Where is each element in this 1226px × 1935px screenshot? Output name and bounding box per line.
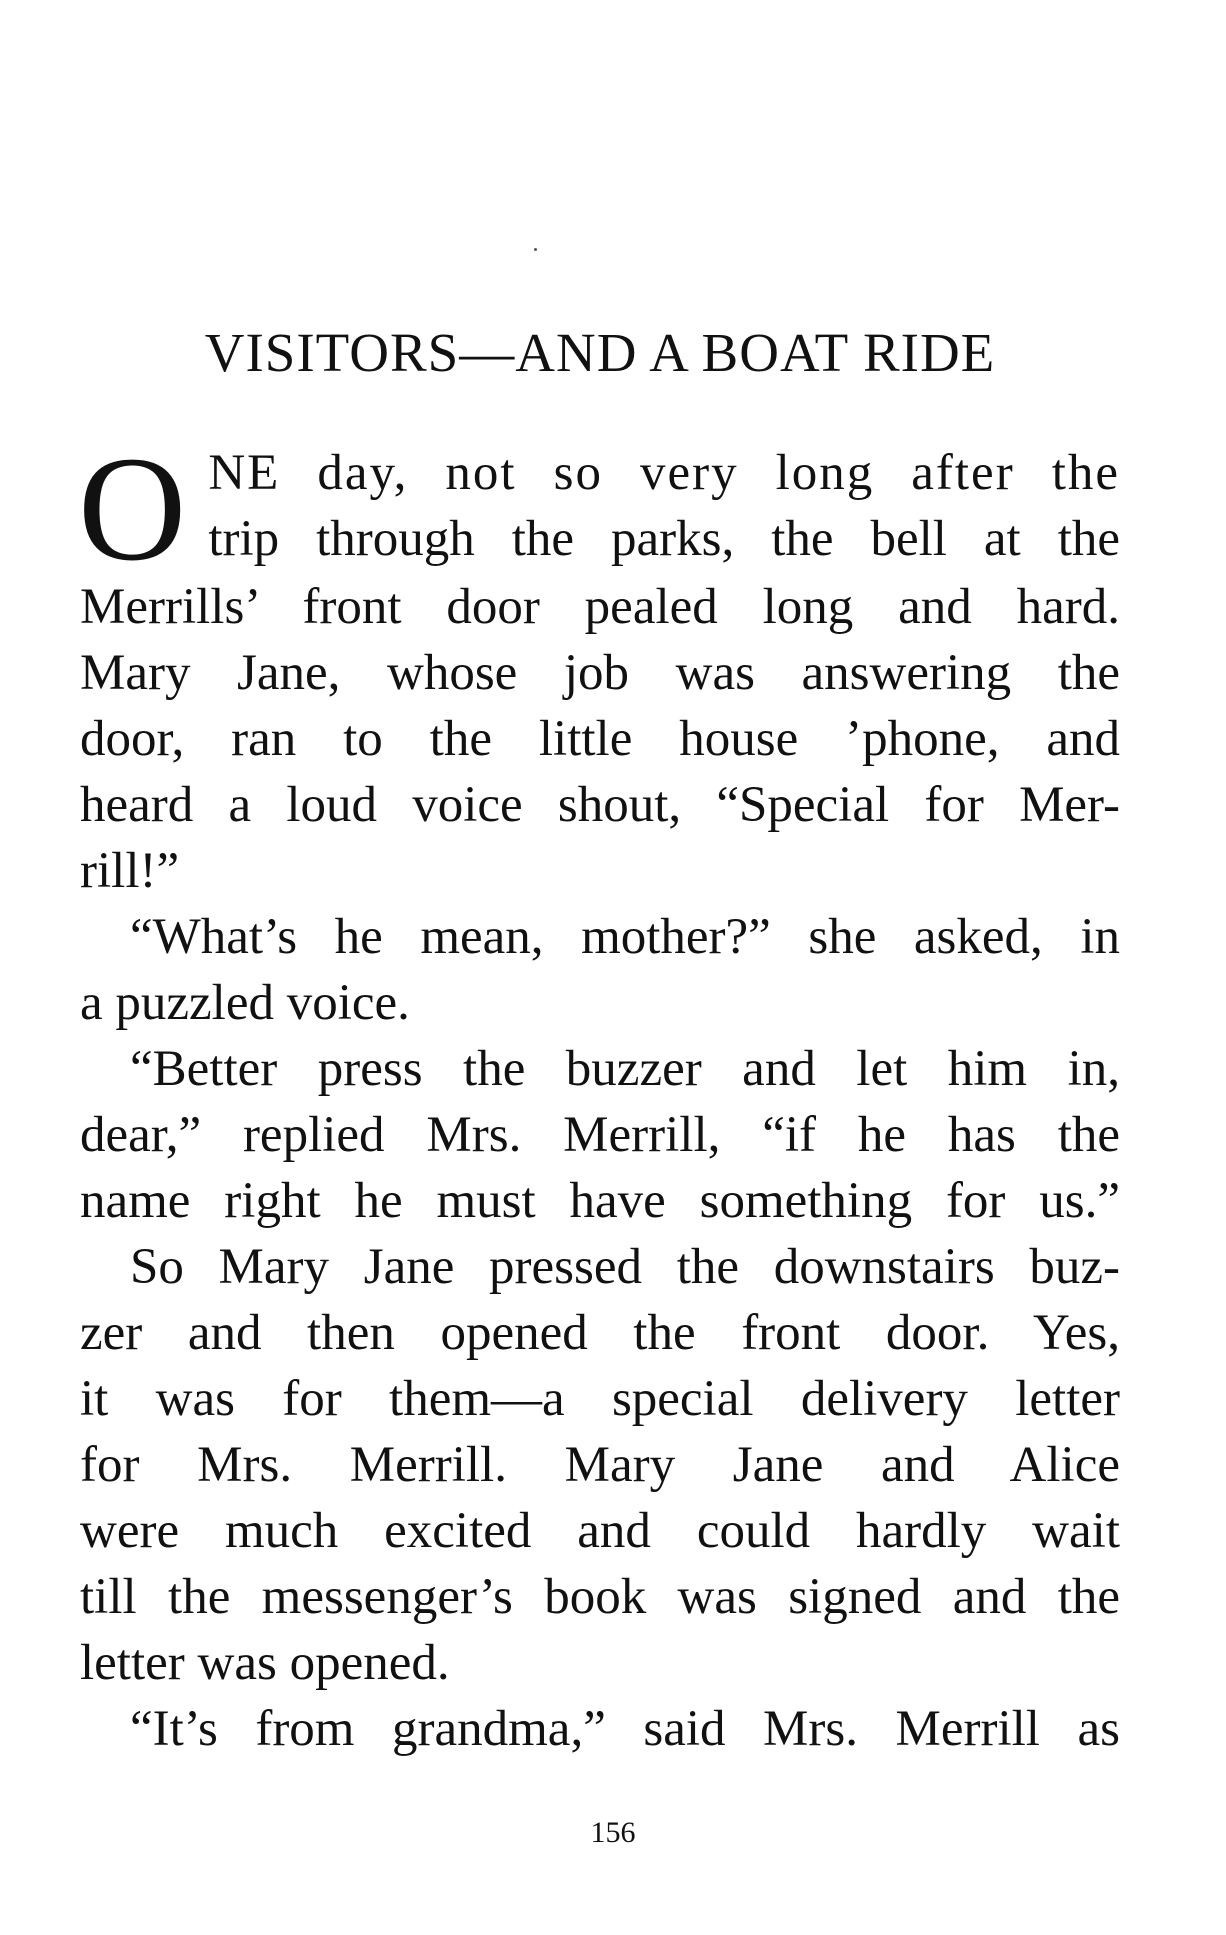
text-line-12: name right he must have something for us.” <box>80 1173 1120 1229</box>
print-speck <box>534 248 537 251</box>
text-line-6: heard a loud voice shout, “Special for Mer- <box>80 777 1120 833</box>
text-line-11: dear,” replied Mrs. Merrill, “if he has the <box>80 1107 1120 1163</box>
text-line-9: a puzzled voice. <box>80 975 410 1031</box>
text-line-16: for Mrs. Merrill. Mary Jane and Alice <box>80 1437 1120 1493</box>
text-line-3: Merrills’ front door pealed long and hard. <box>80 579 1120 635</box>
chapter-title: VISITORS—AND A BOAT RIDE <box>204 322 996 383</box>
text-line-5: door, ran to the little house ’phone, and <box>80 711 1120 767</box>
page-number: 156 <box>590 1816 636 1849</box>
text-line-19: letter was opened. <box>80 1635 450 1691</box>
text-line-1: NE day, not so very long after the <box>208 445 1120 501</box>
text-line-7: rill!” <box>80 843 180 899</box>
drop-cap: O <box>78 426 187 592</box>
text-line-4: Mary Jane, whose job was answering the <box>80 645 1120 701</box>
text-line-18: till the messenger’s book was signed and the <box>80 1569 1120 1625</box>
text-line-10: “Better press the buzzer and let him in, <box>130 1041 1120 1097</box>
text-line-17: were much excited and could hardly wait <box>80 1503 1120 1559</box>
text-line-20: “It’s from grandma,” said Mrs. Merrill as <box>130 1701 1120 1757</box>
text-line-13: So Mary Jane pressed the downstairs buz- <box>130 1239 1120 1295</box>
text-line-15: it was for them—a special delivery letter <box>80 1371 1120 1427</box>
chapter-body <box>78 426 1120 1762</box>
text-line-2: trip through the parks, the bell at the <box>208 511 1120 567</box>
text-line-8: “What’s he mean, mother?” she asked, in <box>130 909 1120 965</box>
text-line-14: zer and then opened the front door. Yes, <box>80 1305 1120 1361</box>
